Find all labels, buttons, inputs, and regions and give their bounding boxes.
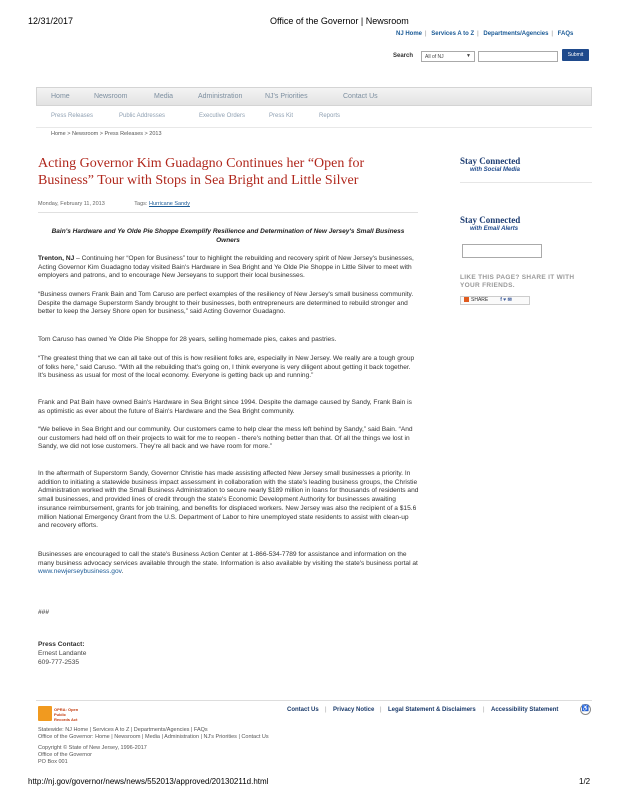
search-scope-select[interactable]: [421, 51, 475, 62]
util-departments[interactable]: Departments/Agencies: [483, 31, 549, 37]
subnav-press-kit[interactable]: Press Kit: [269, 113, 294, 119]
social-icons: f ♥ ✉: [500, 297, 512, 303]
article-title: Acting Governor Kim Guadagno Continues her “Open for Business” Tour with Stops in Sea Bright and Little Silver: [38, 156, 365, 188]
footer-privacy-notice[interactable]: Privacy Notice: [333, 707, 375, 713]
paragraph-1: [38, 255, 420, 281]
footer-org: Office of the Governor: [38, 752, 93, 758]
footer-separator: |: [483, 707, 485, 713]
nav-contact-us[interactable]: Contact Us: [343, 93, 378, 100]
nav-newsroom[interactable]: Newsroom: [94, 93, 128, 100]
article-meta: [38, 201, 418, 207]
end-marker: ###: [38, 609, 50, 616]
util-faqs[interactable]: FAQs: [557, 31, 574, 37]
sub-nav: [36, 106, 592, 128]
paragraph-8: [38, 551, 420, 577]
opra-logo[interactable]: [38, 705, 80, 722]
article-subtitle: Bain's Hardware and Ye Olde Pie Shoppe Exemplify Resilience and Determination of New Jersey's Small Business Owners: [51, 228, 405, 244]
tags-label: Tags:: [134, 201, 148, 207]
press-contact-name: Ernest Landante: [38, 650, 87, 657]
search-input[interactable]: [478, 51, 558, 62]
opra-line-2: Public Records Act: [54, 712, 78, 722]
print-title: Office of the Governor | Newsroom: [270, 16, 409, 26]
opra-badge-icon: [38, 706, 52, 721]
breadcrumb[interactable]: Home > Newsroom > Press Releases > 2013: [51, 131, 162, 137]
nav-home[interactable]: Home: [51, 93, 70, 100]
divider: [460, 182, 592, 183]
nav-administration[interactable]: Administration: [198, 93, 243, 100]
footer-legal-statement[interactable]: Legal Statement & Disclaimers: [388, 707, 476, 713]
email-field[interactable]: [462, 244, 542, 258]
tag-link[interactable]: Hurricane Sandy: [148, 201, 190, 207]
paragraph-7: In the aftermath of Superstorm Sandy, Governor Christie has made assisting affected New Jersey small businesses a priority. In addition to initiating a statewide business impact assessment in collaboration with the state's leading business groups, the Christie Administration worked with the Small Business Administration to secure nearly $189 million in loans for thousands of residents and small businesses, and provided lines of credit through the state's Economic Development Authority for businesses awaiting insurance reimbursement, grants for job training, and benefits for displaced workers. New Jersey was also the recipient of a $15.6 million National Emergency Grant from the U.S. Department of Labor to hire unemployed state residents to assist with clean-up and recovery efforts.: [38, 470, 419, 530]
paragraph-3: Tom Caruso has owned Ye Olde Pie Shoppe for 28 years, selling homemade pies, cakes and pastries.: [38, 336, 337, 343]
paragraph-8-text: Businesses are encouraged to call the state's Business Action Center at 1-866-534-7789 for assistance and information on the many business advocacy services available through the state. Information is also available by visiting the state's business portal at: [38, 551, 418, 567]
util-services[interactable]: Services A to Z: [431, 31, 475, 37]
dateline: Trenton, NJ: [38, 255, 75, 262]
chevron-down-icon: ▼: [466, 53, 471, 59]
email-alerts-link[interactable]: with Email Alerts: [470, 226, 519, 232]
article-date: Monday, February 11, 2013: [38, 201, 105, 207]
opra-text: [54, 707, 80, 722]
footer-separator: |: [380, 707, 382, 713]
nav-priorities[interactable]: NJ's Priorities: [265, 93, 308, 100]
search-scope-value: All of NJ: [425, 54, 444, 60]
opra-line-1: OPRA: Open: [54, 707, 79, 712]
social-media-link[interactable]: with Social Media: [470, 167, 521, 173]
stay-connected-email-heading[interactable]: Stay Connected: [460, 215, 521, 225]
paragraph-2: “Business owners Frank Bain and Tom Caruso are perfect examples of the resiliency of New Jersey's small business community. Despite the damage Superstorm Sandy brought to their businesses, both entrepreneurs are determined to rebuild stronger and better to keep the Jersey Shore open for business,” said Acting Governor Guadagno.: [38, 291, 414, 316]
main-nav: [36, 87, 592, 106]
search-submit-button[interactable]: Submit: [562, 49, 589, 61]
footer-office-links[interactable]: Office of the Governor: Home | Newsroom | Media | Administration | NJ's Priorities | Contact Us: [38, 734, 269, 740]
accessibility-icon[interactable]: ♿: [580, 704, 591, 715]
stay-connected-social-heading[interactable]: Stay Connected: [460, 156, 521, 166]
share-prompt: LIKE THIS PAGE? SHARE IT WITH YOUR FRIENDS.: [460, 274, 575, 289]
share-label: SHARE: [471, 297, 489, 303]
paragraph-5: Frank and Pat Bain have owned Bain's Hardware in Sea Bright since 1994. Despite the damage caused by Sandy, Frank Bain is as optimistic as ever about the future of Bain's Hardware and the Sea Bright community.: [38, 399, 412, 415]
nav-media[interactable]: Media: [154, 93, 174, 100]
search-label: Search: [393, 53, 414, 59]
print-date: 12/31/2017: [28, 16, 74, 26]
paragraph-1-text: – Continuing her “Open for Business” tour to highlight the rebuilding and recovery spirit of New Jersey's businesses, Acting Governor Kim Guadagno today visited Bain's Hardware in Sea Bright and Ye Olde Pie Shoppe in Little Silver to meet with employers and patrons, and to encourage New Jerseyans to support their local businesses.: [38, 255, 414, 280]
subnav-public-addresses[interactable]: Public Addresses: [119, 113, 166, 119]
util-nj-home[interactable]: NJ Home: [396, 31, 423, 37]
print-url: http://nj.gov/governor/news/news/552013/approved/20130211d.html: [28, 777, 269, 786]
subnav-executive-orders[interactable]: Executive Orders: [199, 113, 246, 119]
print-page-number: 1/2: [579, 777, 591, 786]
utility-nav: NJ Home | Services A to Z | Departments/Agencies | FAQs: [396, 31, 574, 37]
footer-copyright: Copyright © State of New Jersey, 1996-2017: [38, 745, 147, 751]
footer-pobox: PO Box 001: [38, 759, 68, 765]
divider: [38, 212, 418, 213]
footer-separator: |: [325, 707, 327, 713]
subnav-reports[interactable]: Reports: [319, 113, 341, 119]
share-icon: [464, 297, 469, 302]
paragraph-6: “We believe in Sea Bright and our community. Our customers came to help clear the mess left behind by Sandy,” said Bain. “And our customers had held off on their projects to wait for me to reopen - there's nothing better than that. Of all the things we lost in Sandy, we did not lose customers. They're all back and we have room for more.”: [38, 426, 413, 451]
business-portal-link[interactable]: www.newjerseybusiness.gov: [38, 568, 122, 576]
press-contact-phone: 609-777-2535: [38, 659, 80, 666]
press-contact-label: Press Contact:: [38, 641, 85, 648]
paragraph-8-end: .: [121, 568, 124, 576]
divider: [36, 700, 592, 701]
paragraph-4: “The greatest thing that we can all take out of this is how resilient folks are, especially in New Jersey. We really are a tough group of folks here,” said Caruso. “With all the rebuilding that's going on, I think everyone is very diligent about getting it back together. It's business as usual for most of the local economy. Everyone is getting back up and running.”: [38, 355, 415, 380]
footer-contact-us[interactable]: Contact Us: [287, 707, 319, 713]
footer-accessibility[interactable]: Accessibility Statement: [491, 707, 559, 713]
footer-statewide-links[interactable]: Statewide: NJ Home | Services A to Z | Departments/Agencies | FAQs: [38, 727, 208, 733]
share-button[interactable]: [460, 296, 530, 305]
subnav-press-releases[interactable]: Press Releases: [51, 113, 94, 119]
